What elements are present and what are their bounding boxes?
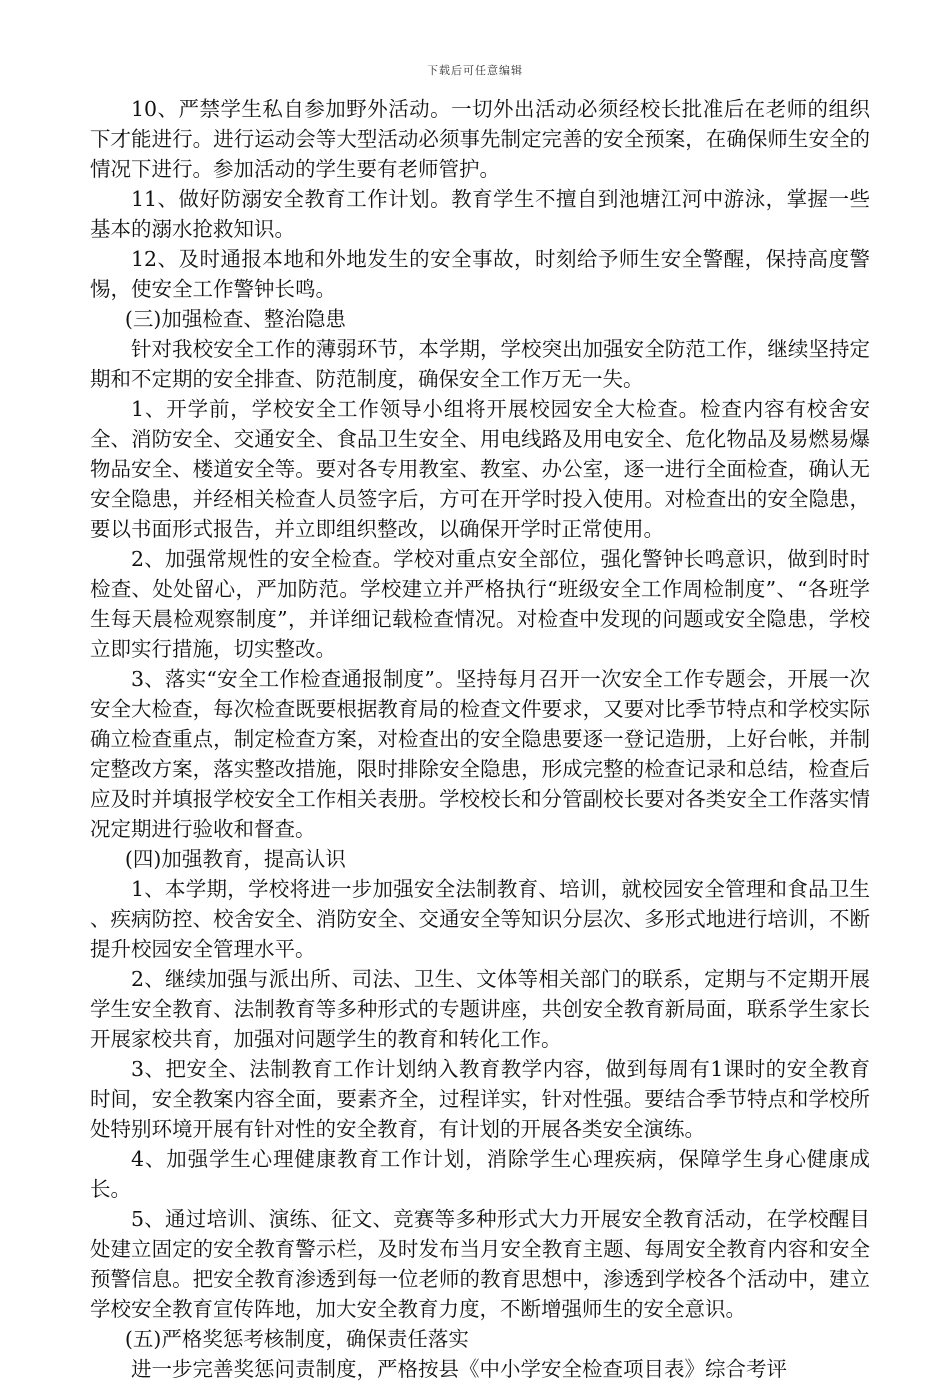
page-header: 下载后可任意编辑 xyxy=(427,64,523,77)
section-heading: (五)严格奖惩考核制度，确保责任落实 xyxy=(124,1327,469,1351)
paragraph: 进一步完善奖惩问责制度，严格按县《中小学安全检查项目表》综合考评 xyxy=(131,1357,787,1381)
paragraph: 10、严禁学生私自参加野外活动。一切外出活动必须经校长批准后在老师的组织下才能进行。进行运动会等大型活动必须事先制定完善的安全预案，在确保师生安全的情况下进行。参加活动的学生要有老师管护。 xyxy=(90,97,870,181)
paragraph: 2、加强常规性的安全检查。学校对重点安全部位，强化警钟长鸣意识，做到时时检查、处处留心，严加防范。学校建立并严格执行“班级安全工作周检制度”、“各班学生每天晨检观察制度”，并详细记载检查情况。对检查中发现的问题或安全隐患，学校立即实行措施，切实整改。 xyxy=(90,547,870,661)
paragraph: 11、做好防溺安全教育工作计划。教育学生不擅自到池塘江河中游泳，掌握一些基本的溺水抢救知识。 xyxy=(90,187,870,241)
section-heading: (四)加强教育，提高认识 xyxy=(124,847,346,871)
section-heading: (三)加强检查、整治隐患 xyxy=(124,307,346,331)
paragraph: 2、继续加强与派出所、司法、卫生、文体等相关部门的联系，定期与不定期开展学生安全教育、法制教育等多种形式的专题讲座，共创安全教育新局面，联系学生家长开展家校共育，加强对问题学生的教育和转化工作。 xyxy=(90,967,870,1051)
paragraph: 5、通过培训、演练、征文、竞赛等多种形式大力开展安全教育活动，在学校醒目处建立固定的安全教育警示栏，及时发布当月安全教育主题、每周安全教育内容和安全预警信息。把安全教育渗透到每一位老师的教育思想中，渗透到学校各个活动中，建立学校安全教育宣传阵地，加大安全教育力度，不断增强师生的安全意识。 xyxy=(90,1207,870,1321)
paragraph: 1、开学前，学校安全工作领导小组将开展校园安全大检查。检查内容有校舍安全、消防安全、交通安全、食品卫生安全、用电线路及用电安全、危化物品及易燃易爆物品安全、楼道安全等。要对各专用教室、教室、办公室，逐一进行全面检查，确认无安全隐患，并经相关检查人员签字后，方可在开学时投入使用。对检查出的安全隐患，要以书面形式报告，并立即组织整改，以确保开学时正常使用。 xyxy=(90,397,870,541)
paragraph: 4、加强学生心理健康教育工作计划，消除学生心理疾病，保障学生身心健康成长。 xyxy=(90,1147,870,1201)
paragraph: 针对我校安全工作的薄弱环节，本学期，学校突出加强安全防范工作，继续坚持定期和不定期的安全排查、防范制度，确保安全工作万无一失。 xyxy=(90,337,870,391)
document-body xyxy=(90,94,870,1384)
paragraph: 12、及时通报本地和外地发生的安全事故，时刻给予师生安全警醒，保持高度警惕，使安全工作警钟长鸣。 xyxy=(90,247,870,301)
paragraph: 1、本学期，学校将进一步加强安全法制教育、培训，就校园安全管理和食品卫生 、疾病防控、校舍安全、消防安全、交通安全等知识分层次、多形式地进行培训，不断提升校园安全管理水平。 xyxy=(90,877,870,961)
paragraph: 3、把安全、法制教育工作计划纳入教育教学内容，做到每周有1课时的安全教育时间，安全教案内容全面，要素齐全，过程详实，针对性强。要结合季节特点和学校所处特别环境开展有针对性的安全教育，有计划的开展各类安全演练。 xyxy=(90,1057,870,1141)
paragraph: 3、落实“安全工作检查通报制度”。坚持每月召开一次安全工作专题会，开展一次安全大检查，每次检查既要根据教育局的检查文件要求，又要对比季节特点和学校实际确立检查重点，制定检查方案，对检查出的安全隐患要逐一登记造册，上好台帐，并制定整改方案，落实整改措施，限时排除安全隐患，形成完整的检查记录和总结，检查后应及时并填报学校安全工作相关表册。学校校长和分管副校长要对各类安全工作落实情况定期进行验收和督查。 xyxy=(90,667,870,841)
